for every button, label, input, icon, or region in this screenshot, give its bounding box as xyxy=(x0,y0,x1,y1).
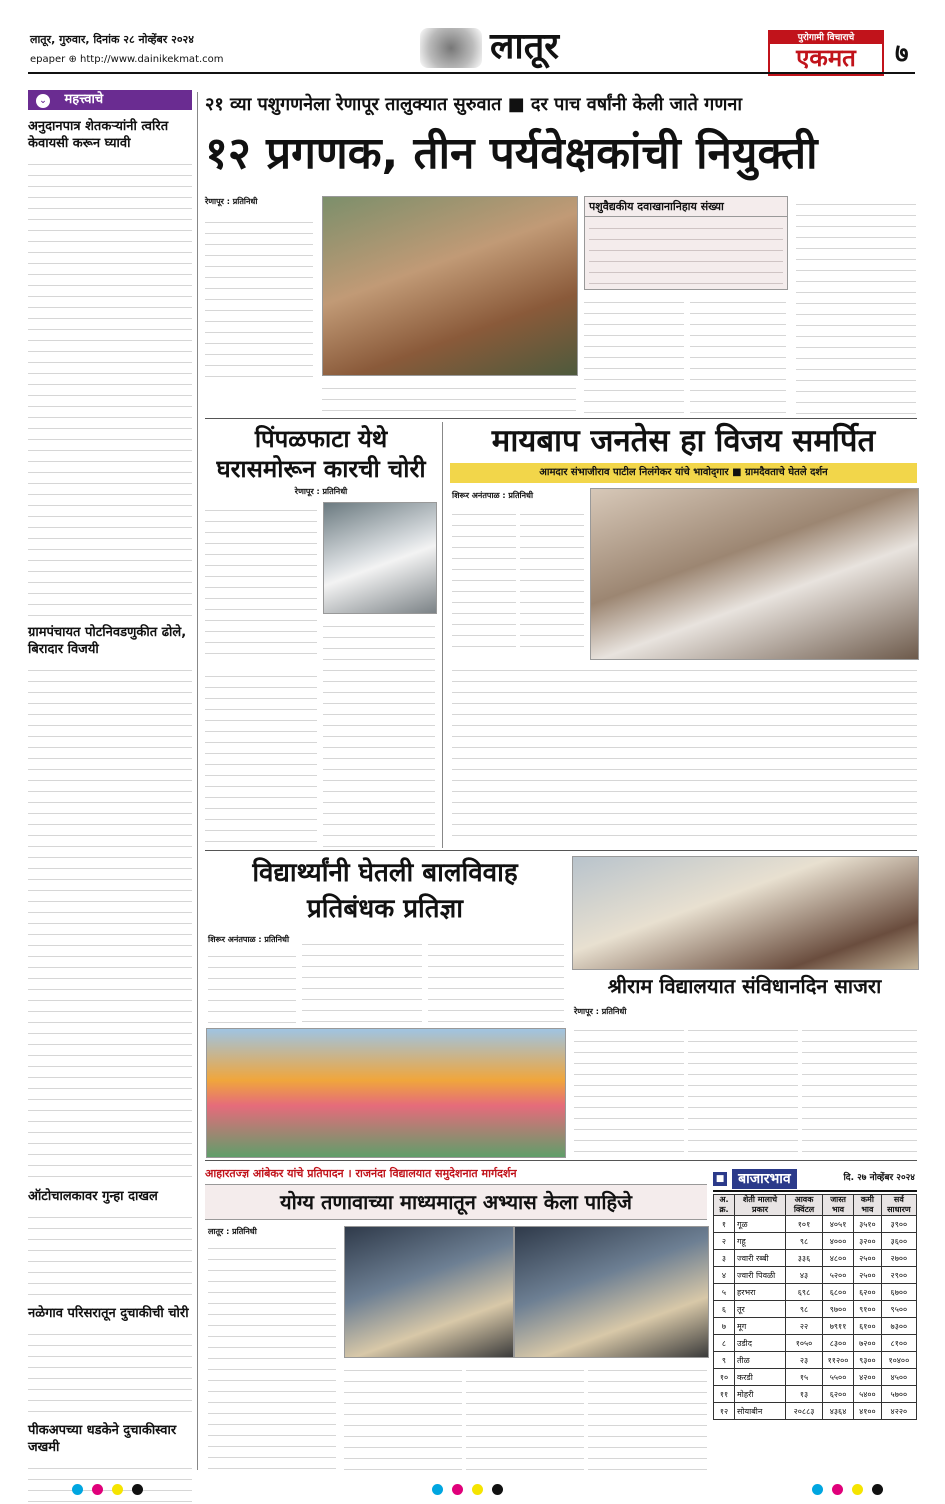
market-cell: ९५०० xyxy=(881,1301,916,1318)
market-cell: ६ xyxy=(714,1301,735,1318)
market-cell: उडीद xyxy=(735,1335,786,1352)
brand-logo: एकमत xyxy=(796,44,856,72)
market-cell: ३५१० xyxy=(854,1216,882,1233)
market-cell: ४३ xyxy=(786,1267,823,1284)
registration-mark-icon xyxy=(452,1484,463,1495)
market-cell: ६९८ xyxy=(786,1284,823,1301)
story4-byline: शिरूर अनंतपाळ : प्रतिनिधी xyxy=(208,935,290,944)
sidebar-item-title: ग्रामपंचायत पोटनिवडणुकीत ढोले, बिरादार विजयी xyxy=(28,625,187,657)
market-table-row xyxy=(714,1250,917,1267)
market-cell: हरभरा xyxy=(735,1284,786,1301)
section-rule xyxy=(205,1160,917,1161)
market-cell: तीळ xyxy=(735,1352,786,1369)
registration-mark-icon xyxy=(92,1484,103,1495)
registration-marks-center xyxy=(430,1480,505,1499)
story5-headline: श्रीराम विद्यालयात संविधानदिन साजरा xyxy=(607,974,882,998)
market-cell: ७९११ xyxy=(823,1318,854,1335)
market-table-row xyxy=(714,1301,917,1318)
city-name: लातूर xyxy=(490,26,559,67)
market-cell: ९८ xyxy=(786,1301,823,1318)
market-cell: सोयाबीन xyxy=(735,1403,786,1420)
market-cell: ७ xyxy=(714,1318,735,1335)
market-table-row xyxy=(714,1284,917,1301)
market-cell: ८ xyxy=(714,1335,735,1352)
lead-byline: रेणापूर : प्रतिनिधी xyxy=(205,197,258,206)
registration-mark-icon xyxy=(72,1484,83,1495)
story2-byline: रेणापूर : प्रतिनिधी xyxy=(294,487,348,496)
story2-photo xyxy=(323,502,437,614)
market-table-header xyxy=(714,1195,917,1216)
story4-photo xyxy=(206,1028,566,1158)
market-cell: ज्वारी पिवळी xyxy=(735,1267,786,1284)
market-cell: ५२०० xyxy=(823,1267,854,1284)
market-table-row xyxy=(714,1369,917,1386)
story6-kicker: आहारतज्ज्ञ आंबेकर यांचे प्रतिपादन । राजनंदा विद्यालयात समुदेशनात मार्गदर्शन xyxy=(205,1167,517,1180)
market-cell: ६२०० xyxy=(854,1284,882,1301)
market-box xyxy=(713,1166,917,1470)
market-cell: १०१ xyxy=(786,1216,823,1233)
market-cell: गहू xyxy=(735,1233,786,1250)
market-cell: ५४०० xyxy=(854,1386,882,1403)
market-cell: ३३६ xyxy=(786,1250,823,1267)
story3-body-col1 xyxy=(452,506,516,654)
story3-subline: आमदार संभाजीराव पाटील निलंगेकर यांचे भावोद्‌गार ■ ग्रामदैवताचे घेतले दर्शन xyxy=(450,463,917,483)
market-table-row xyxy=(714,1233,917,1250)
chevron-down-icon: ⌄ xyxy=(36,94,50,108)
story5-body-col3 xyxy=(802,1022,917,1152)
market-cell: ६७०० xyxy=(881,1284,916,1301)
market-cell: ३९०० xyxy=(881,1216,916,1233)
market-cell: ४ xyxy=(714,1267,735,1284)
registration-marks-right xyxy=(810,1480,885,1499)
registration-mark-icon xyxy=(492,1484,503,1495)
market-cell: मूग xyxy=(735,1318,786,1335)
market-cell: २ xyxy=(714,1233,735,1250)
lead-body-col4 xyxy=(690,294,786,414)
globe-icon: ⊕ xyxy=(68,54,77,65)
section-rule xyxy=(205,850,917,851)
market-cell: ६१०० xyxy=(854,1318,882,1335)
story3-body-col2 xyxy=(520,506,584,654)
market-cell: ९७०० xyxy=(823,1301,854,1318)
market-cell: ३६०० xyxy=(881,1233,916,1250)
sidebar xyxy=(28,90,192,1470)
market-cell: ८३०० xyxy=(823,1335,854,1352)
market-cell: २२ xyxy=(786,1318,823,1335)
market-cell: ६८०० xyxy=(823,1284,854,1301)
registration-mark-icon xyxy=(432,1484,443,1495)
market-cell: ३ xyxy=(714,1250,735,1267)
market-cell: मोहरी xyxy=(735,1386,786,1403)
story6-byline: लातूर : प्रतिनिधी xyxy=(208,1227,257,1236)
story5-body-col1 xyxy=(574,1022,684,1152)
market-col-header: अ. क्र. xyxy=(714,1195,735,1216)
registration-mark-icon xyxy=(472,1484,483,1495)
lead-body-col2 xyxy=(322,380,576,414)
story2-body-col1 xyxy=(205,502,317,662)
sidebar-item-body xyxy=(28,662,192,1182)
market-cell: ४३६४ xyxy=(823,1403,854,1420)
market-cell: ज्वारी रब्बी xyxy=(735,1250,786,1267)
masthead-rule xyxy=(28,72,915,74)
registration-marks-left xyxy=(70,1480,145,1499)
market-cell: २३ xyxy=(786,1352,823,1369)
market-col-header: शेती मालाचे प्रकार xyxy=(735,1195,786,1216)
market-header xyxy=(713,1166,917,1192)
story4-headline-2: प्रतिबंधक प्रतिज्ञा xyxy=(307,894,463,924)
lead-sidebox-body xyxy=(589,220,783,288)
story6-body-col2 xyxy=(344,1362,462,1470)
market-date: दि. २७ नोव्हेंबर २०२४ xyxy=(843,1173,915,1183)
market-cell: ५७०० xyxy=(881,1386,916,1403)
sidebar-item-body xyxy=(28,1209,192,1299)
registration-mark-icon xyxy=(112,1484,123,1495)
market-cell: ४८०० xyxy=(823,1250,854,1267)
story6-photo-left xyxy=(344,1226,514,1358)
market-cell: ४१०० xyxy=(854,1403,882,1420)
sidebar-divider xyxy=(197,92,198,1470)
lead-body-col5 xyxy=(796,196,916,414)
epaper-label: epaper xyxy=(30,54,66,65)
sidebar-header xyxy=(28,90,192,110)
lead-body-col3 xyxy=(584,294,684,414)
story2-body-col3 xyxy=(205,668,317,848)
market-cell: २९०० xyxy=(881,1267,916,1284)
market-cell: ५ xyxy=(714,1284,735,1301)
dateline: लातूर, गुरुवार, दिनांक २८ नोव्हेंबर २०२४ xyxy=(30,33,194,46)
market-cell: १३ xyxy=(786,1386,823,1403)
market-cell: ५५०० xyxy=(823,1369,854,1386)
registration-mark-icon xyxy=(852,1484,863,1495)
market-table-row xyxy=(714,1216,917,1233)
lead-photo xyxy=(322,196,578,376)
sidebar-item[interactable] xyxy=(28,624,192,1182)
story2 xyxy=(205,420,437,850)
story4-body-col3 xyxy=(428,936,564,1024)
story5-body-col2 xyxy=(688,1022,798,1152)
story4-body-col1 xyxy=(208,948,296,1024)
sidebar-item[interactable] xyxy=(28,1305,192,1416)
story5-byline: रेणापूर : प्रतिनिधी xyxy=(574,1007,627,1016)
page-number: ७ xyxy=(895,39,909,69)
market-title: बाजारभाव xyxy=(732,1169,797,1189)
story3-headline: मायबाप जनतेस हा विजय समर्पित xyxy=(491,423,876,459)
story6-body-col1 xyxy=(208,1240,336,1470)
story6-body-col3 xyxy=(466,1362,584,1470)
market-cell: १ xyxy=(714,1216,735,1233)
masthead xyxy=(0,0,945,90)
sidebar-item[interactable] xyxy=(28,1188,192,1299)
market-table-row xyxy=(714,1403,917,1420)
market-table-row xyxy=(714,1386,917,1403)
market-cell: १०४०० xyxy=(881,1352,916,1369)
market-cell: ११२०० xyxy=(823,1352,854,1369)
brand-block xyxy=(768,30,884,76)
story3-photo xyxy=(590,488,919,660)
epaper-line xyxy=(30,54,224,65)
market-cell: २५०० xyxy=(854,1250,882,1267)
sidebar-item-title: नळेगाव परिसरातून दुचाकीची चोरी xyxy=(28,1306,189,1321)
story3-byline: शिरूर अनंतपाळ : प्रतिनिधी xyxy=(452,491,534,500)
market-table-row xyxy=(714,1352,917,1369)
registration-mark-icon xyxy=(872,1484,883,1495)
sidebar-item-body xyxy=(28,156,192,618)
story6-photo-right xyxy=(514,1226,709,1358)
market-cell: ९१०० xyxy=(854,1301,882,1318)
market-cell: ९८ xyxy=(786,1233,823,1250)
market-col-header: कमी भाव xyxy=(854,1195,882,1216)
sidebar-title: महत्त्वाचे xyxy=(64,92,104,107)
brand-tagline: पुरोगामी विचाराचे xyxy=(770,32,882,44)
market-table-row xyxy=(714,1335,917,1352)
story2-headline-1: पिंपळफाटा येथे xyxy=(254,425,388,453)
lead-body-col1 xyxy=(205,214,313,386)
market-col-header: जास्त भाव xyxy=(823,1195,854,1216)
market-cell: ७२०० xyxy=(854,1335,882,1352)
market-table-row xyxy=(714,1318,917,1335)
story6-body-col4 xyxy=(588,1362,707,1470)
market-cell: ८१०० xyxy=(881,1335,916,1352)
sidebar-item-title: ऑटोचालकावर गुन्हा दाखल xyxy=(28,1189,158,1204)
market-cell: ११ xyxy=(714,1386,735,1403)
market-cell: १५ xyxy=(786,1369,823,1386)
registration-mark-icon xyxy=(132,1484,143,1495)
story4-headline-1: विद्यार्थ्यांनी घेतली बालविवाह xyxy=(252,858,518,888)
market-cell: २०८८३ xyxy=(786,1403,823,1420)
market-cell: ९ xyxy=(714,1352,735,1369)
lead-kicker: २१ व्या पशुगणनेला रेणापूर तालुक्यात सुरुवात ■ दर पाच वर्षांनी केली जाते गणना xyxy=(205,94,742,115)
market-cell: १०५० xyxy=(786,1335,823,1352)
market-cell: २७०० xyxy=(881,1250,916,1267)
market-cell: तूर xyxy=(735,1301,786,1318)
lead-headline: १२ प्रगणक, तीन पर्यवेक्षकांची नियुक्ती xyxy=(205,128,818,179)
market-cell: ६२०० xyxy=(823,1386,854,1403)
lead-sidebox-title: पशुवैद्यकीय दवाखानानिहाय संख्या xyxy=(585,197,787,217)
story2-body-col2 xyxy=(323,618,435,848)
sidebar-item-body xyxy=(28,1326,192,1416)
market-cell: १२ xyxy=(714,1403,735,1420)
market-icon: ■ xyxy=(713,1172,727,1186)
market-cell: ४२०० xyxy=(854,1369,882,1386)
market-cell: २५०० xyxy=(854,1267,882,1284)
story5-photo xyxy=(572,856,919,970)
market-cell: ४५०० xyxy=(881,1369,916,1386)
story3-body-col3 xyxy=(452,662,917,840)
market-table xyxy=(713,1194,917,1420)
story4-body-col2 xyxy=(302,936,422,1024)
market-cell: ४२२० xyxy=(881,1403,916,1420)
registration-mark-icon xyxy=(812,1484,823,1495)
market-col-header: आवक क्विंटल xyxy=(786,1195,823,1216)
market-cell: ९३०० xyxy=(854,1352,882,1369)
column-rule xyxy=(442,422,443,848)
sidebar-item[interactable] xyxy=(28,118,192,618)
story2-headline-2: घरासमोरून कारची चोरी xyxy=(216,455,426,483)
market-cell: ३२०० xyxy=(854,1233,882,1250)
market-cell: गूळ xyxy=(735,1216,786,1233)
market-table-row xyxy=(714,1267,917,1284)
market-cell: ४०५१ xyxy=(823,1216,854,1233)
registration-mark-icon xyxy=(832,1484,843,1495)
sidebar-item-title: पीकअपच्या धडकेने दुचाकीस्वार जखमी xyxy=(28,1423,177,1455)
epaper-link[interactable]: http://www.dainikekmat.com xyxy=(80,54,224,65)
market-cell: ७३०० xyxy=(881,1318,916,1335)
sidebar-item-title: अनुदानपात्र शेतकऱ्यांनी त्वरित केवायसी करून घ्यावी xyxy=(28,119,169,151)
market-cell: करडी xyxy=(735,1369,786,1386)
market-cell: १० xyxy=(714,1369,735,1386)
market-col-header: सर्व साधारण xyxy=(881,1195,916,1216)
market-cell: ४००० xyxy=(823,1233,854,1250)
city-emblem-icon xyxy=(420,28,482,68)
section-rule xyxy=(205,418,917,419)
story6-headline: योग्य तणावाच्या माध्यमातून अभ्यास केला पाहिजे xyxy=(205,1184,707,1220)
lead-sidebox xyxy=(584,196,788,290)
